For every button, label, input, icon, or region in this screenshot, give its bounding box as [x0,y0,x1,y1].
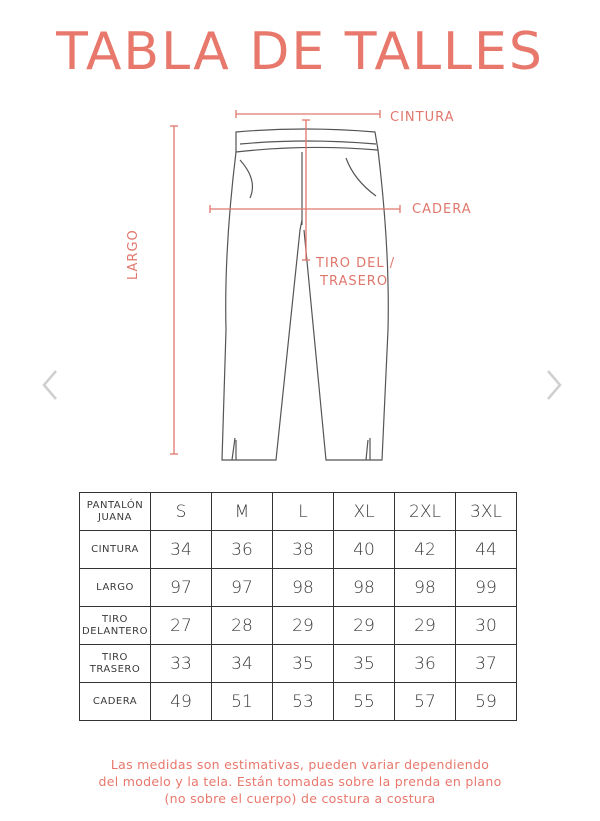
table-cell: 38 [273,531,334,569]
table-cell: 51 [212,683,273,721]
row-label: CINTURA [80,531,151,569]
footnote-line: (no sobre el cuerpo) de costura a costura [164,791,436,806]
row-label: CADERA [80,683,151,721]
chevron-right-icon [546,369,562,401]
right-leg [304,150,388,460]
table-row [80,531,517,569]
pants-illustration [0,100,600,480]
table-cell: 33 [151,645,212,683]
size-table [79,492,517,721]
table-cell: 29 [273,607,334,645]
table-header-row [80,493,517,531]
size-header: L [273,493,334,531]
label-tiro-line1: TIRO DEL / [316,256,396,271]
table-cell: 98 [395,569,456,607]
header-label: PANTALÓN JUANA [80,493,151,531]
table-cell: 44 [456,531,517,569]
label-tiro-line2: TRASERO [320,274,389,289]
table-cell: 40 [334,531,395,569]
table-row [80,607,517,645]
table-row [80,645,517,683]
table-cell: 35 [273,645,334,683]
table-cell: 49 [151,683,212,721]
table-row [80,683,517,721]
chevron-left-icon [42,369,58,401]
size-header: M [212,493,273,531]
footnote [40,756,560,807]
table-cell: 98 [334,569,395,607]
table-cell: 37 [456,645,517,683]
size-header: 3XL [456,493,517,531]
table-cell: 57 [395,683,456,721]
table-cell: 29 [334,607,395,645]
table-cell: 36 [395,645,456,683]
size-header: XL [334,493,395,531]
label-largo: LARGO [126,229,141,280]
table-cell: 27 [151,607,212,645]
table-cell: 53 [273,683,334,721]
left-leg [222,152,302,460]
pants-outline [222,129,388,460]
footnote-line: del modelo y la tela. Están tomadas sobre la prenda en plano [98,774,502,789]
next-image-button[interactable] [542,365,566,405]
label-cintura: CINTURA [390,110,455,125]
prev-image-button[interactable] [38,365,62,405]
table-cell: 98 [273,569,334,607]
page-title: TABLA DE TALLES [56,22,544,82]
left-pocket [240,160,252,198]
table-cell: 36 [212,531,273,569]
table-cell: 97 [151,569,212,607]
table-cell: 34 [151,531,212,569]
row-label: TIRO TRASERO [80,645,151,683]
table-cell: 35 [334,645,395,683]
size-header: 2XL [395,493,456,531]
table-cell: 97 [212,569,273,607]
table-row [80,569,517,607]
row-label: LARGO [80,569,151,607]
footnote-line: Las medidas son estimativas, pueden variar dependiendo [110,757,490,772]
right-pocket [346,158,376,196]
row-label: TIRO DELANTERO [80,607,151,645]
table-cell: 30 [456,607,517,645]
table-cell: 28 [212,607,273,645]
size-header: S [151,493,212,531]
table-cell: 29 [395,607,456,645]
table-cell: 55 [334,683,395,721]
table-cell: 34 [212,645,273,683]
label-cadera: CADERA [412,202,472,217]
pants-diagram [0,100,600,480]
table-cell: 42 [395,531,456,569]
table-cell: 99 [456,569,517,607]
table-cell: 59 [456,683,517,721]
